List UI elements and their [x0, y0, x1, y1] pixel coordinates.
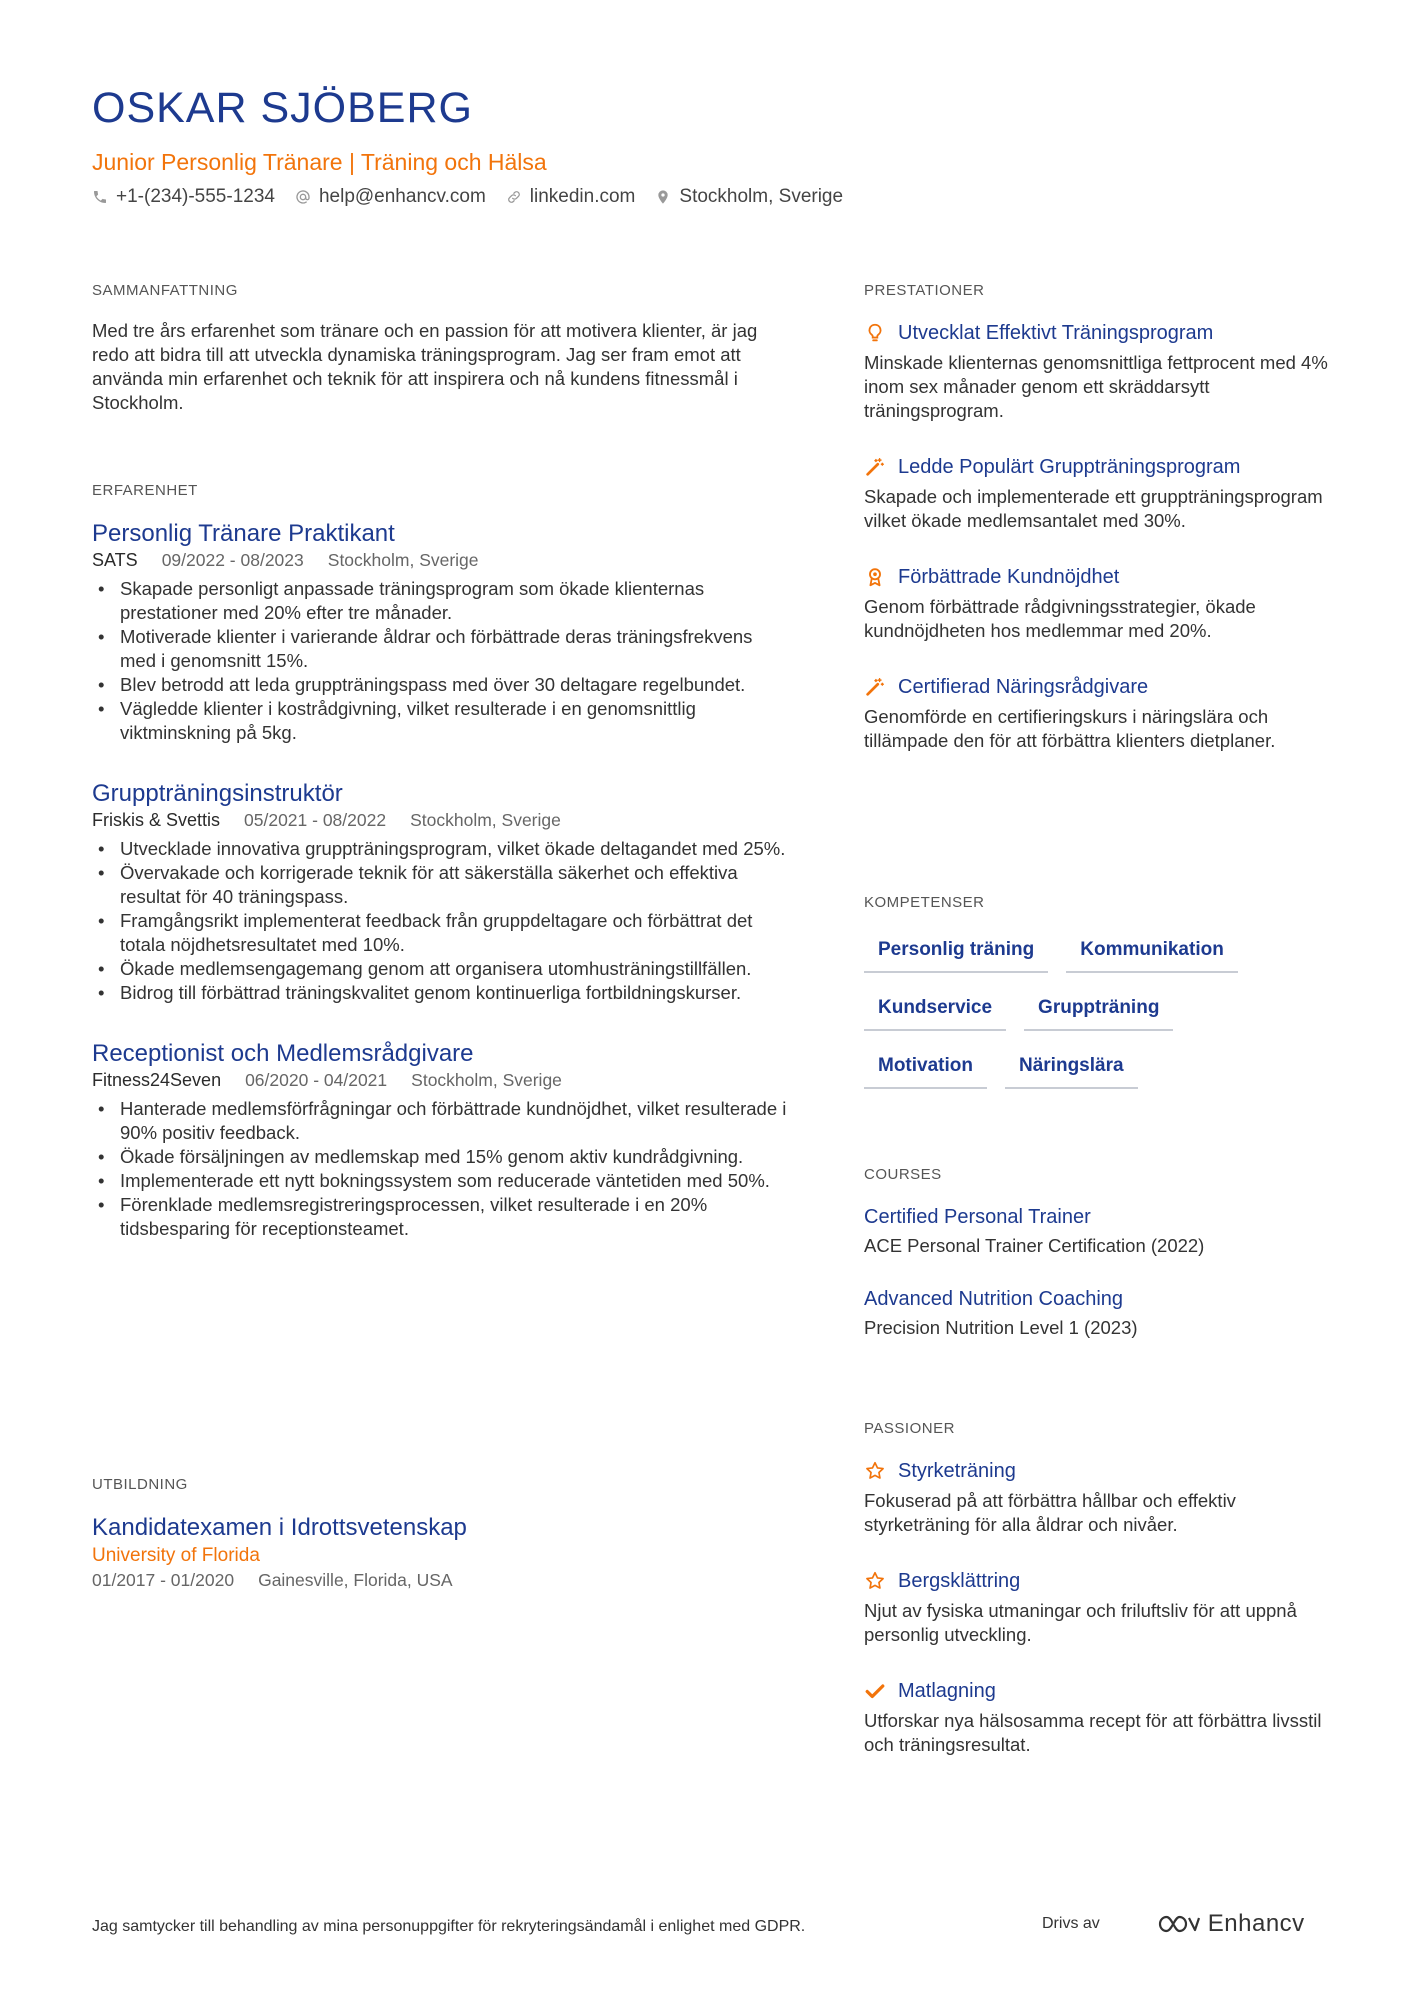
achievement-title: Ledde Populärt Gruppträningsprogram [898, 456, 1241, 478]
job-meta [92, 809, 792, 831]
achievement-item [864, 563, 1334, 643]
job-bullet: • Ökade medlemsengagemang genom att organisera utomhusträningstillfällen. [92, 957, 792, 981]
skill-tag: Näringslära [1005, 1047, 1138, 1089]
job-entry [92, 779, 792, 1005]
courses-section [864, 1166, 1334, 1341]
passions-heading: PASSIONER [864, 1420, 955, 1437]
job-entry [92, 1039, 792, 1241]
job-bullets [92, 1097, 792, 1241]
star-icon [864, 1460, 886, 1482]
lightbulb-icon [864, 322, 886, 344]
course-title: Advanced Nutrition Coaching [864, 1288, 1124, 1310]
job-location: Stockholm, Sverige [327, 550, 479, 570]
achievement-text: Skapade och implementerade ett gruppträningsprogram vilket ökade medlemsantalet med 30%. [864, 486, 1323, 531]
job-meta [92, 549, 792, 571]
achievements-heading: PRESTATIONER [864, 282, 985, 299]
award-icon [864, 566, 886, 588]
job-bullet: • Blev betrodd att leda gruppträningspass med över 30 deltagare regelbundet. [92, 673, 792, 697]
contact-email[interactable] [295, 186, 486, 208]
skill-tag: Kommunikation [1066, 931, 1238, 973]
passion-item [864, 1567, 1334, 1647]
skills-section [864, 894, 1334, 1089]
left-column [92, 282, 792, 1590]
passion-item [864, 1677, 1334, 1757]
job-date: 05/2021 - 08/2022 [244, 810, 387, 830]
summary-heading: SAMMANFATTNING [92, 282, 238, 299]
skill-tag: Motivation [864, 1047, 987, 1089]
gdpr-consent: Jag samtycker till behandling av mina personuppgifter för rekryteringsändamål i enlighet med GDPR. [92, 1918, 806, 1935]
skill-tag: Kundservice [864, 989, 1006, 1031]
job-date: 06/2020 - 04/2021 [245, 1070, 388, 1090]
passion-title: Bergsklättring [898, 1570, 1021, 1592]
education-school: University of Florida [92, 1545, 260, 1566]
job-bullet: • Förenklade medlemsregistreringsprocessen, vilket resulterade i en 20% tidsbesparing för receptionsteamet. [92, 1193, 792, 1241]
education-section [92, 1476, 792, 1591]
job-company: SATS [92, 550, 138, 570]
achievement-item [864, 453, 1334, 533]
job-title: Receptionist och Medlemsrådgivare [92, 1040, 474, 1067]
at-icon [295, 189, 311, 205]
footer-brand [1042, 1910, 1305, 1938]
job-bullet: • Utvecklade innovativa gruppträningsprogram, vilket ökade deltagandet med 25%. [92, 837, 792, 861]
job-title: Personlig Tränare Praktikant [92, 520, 395, 547]
passion-title: Matlagning [898, 1680, 996, 1702]
location-text: Stockholm, Sverige [679, 186, 844, 207]
experience-section [92, 482, 792, 1241]
magic-wand-icon [864, 456, 886, 478]
job-bullet: • Hanterade medlemsförfrågningar och förbättrade kundnöjdhet, vilket resulterade i 90% positiv feedback. [92, 1097, 792, 1145]
achievement-title: Förbättrade Kundnöjdhet [898, 566, 1120, 588]
course-item [864, 1285, 1334, 1341]
candidate-title: Junior Personlig Tränare | Träning och Hälsa [92, 149, 547, 175]
education-date: 01/2017 - 01/2020 [92, 1570, 235, 1590]
passion-item [864, 1457, 1334, 1537]
enhancv-logo[interactable] [1156, 1910, 1305, 1938]
passions-section [864, 1420, 1334, 1757]
summary-text: Med tre års erfarenhet som tränare och en passion för att motivera klienter, är jag redo att bidra till att utveckla dynamiska träningsprogram. Jag ser fram emot att använda min erfarenhet och teknik för att inspirera och nå kundens fitnessmål i Stockholm. [92, 320, 758, 413]
achievement-item [864, 673, 1334, 753]
course-item [864, 1203, 1334, 1259]
summary-section [92, 282, 792, 415]
job-entry [92, 519, 792, 745]
job-bullet: • Ökade försäljningen av medlemskap med 15% genom aktiv kundrådgivning. [92, 1145, 792, 1169]
achievement-text: Minskade klienternas genomsnittliga fettprocent med 4% inom sex månader genom ett skräddarsytt träningsprogram. [864, 352, 1328, 421]
job-bullet: • Motiverade klienter i varierande åldrar och förbättrade deras träningsfrekvens med i genomsnitt 15%. [92, 625, 792, 673]
job-bullet: • Vägledde klienter i kostrådgivning, vilket resulterade i en genomsnittlig viktminskning på 5kg. [92, 697, 792, 745]
passion-title: Styrketräning [898, 1460, 1016, 1482]
magic-wand-icon [864, 676, 886, 698]
passion-text: Fokuserad på att förbättra hållbar och effektiv styrketräning för alla åldrar och nivåer. [864, 1490, 1236, 1535]
experience-heading: ERFARENHET [92, 482, 198, 499]
star-icon [864, 1570, 886, 1592]
achievement-item [864, 319, 1334, 423]
job-bullet: • Framgångsrikt implementerat feedback från gruppdeltagare och förbättrat det totala nöjdhetsresultatet med 10%. [92, 909, 792, 957]
job-title: Gruppträningsinstruktör [92, 780, 343, 807]
contact-bar [92, 186, 843, 208]
education-meta [92, 1569, 792, 1591]
course-title: Certified Personal Trainer [864, 1206, 1091, 1228]
job-location: Stockholm, Sverige [410, 810, 561, 830]
job-company: Friskis & Svettis [92, 810, 221, 830]
job-bullet: • Implementerade ett nytt bokningssystem som reducerade väntetiden med 50%. [92, 1169, 792, 1193]
brand-name: Enhancv [1207, 1910, 1305, 1937]
education-heading: UTBILDNING [92, 1476, 188, 1493]
link-icon [506, 189, 522, 205]
phone-text: +1-(234)-555-1234 [116, 186, 275, 207]
location-pin-icon [655, 189, 671, 205]
contact-location [655, 186, 843, 208]
job-bullet: • Skapade personligt anpassade träningsprogram som ökade klienternas prestationer med 20% efter tre månader. [92, 577, 792, 625]
skills-heading: KOMPETENSER [864, 894, 985, 911]
job-date: 09/2022 - 08/2023 [161, 550, 304, 570]
achievement-text: Genom förbättrade rådgivningsstrategier, ökade kundnöjdheten hos medlemmar med 20%. [864, 596, 1256, 641]
courses-heading: COURSES [864, 1166, 942, 1183]
course-provider: ACE Personal Trainer Certification (2022) [864, 1235, 1205, 1256]
achievement-title: Certifierad Näringsrådgivare [898, 676, 1149, 698]
candidate-name: OSKAR SJÖBERG [92, 84, 473, 132]
contact-linkedin[interactable] [506, 186, 636, 208]
job-bullet: • Bidrog till förbättrad träningskvalitet genom kontinuerliga fortbildningskurser. [92, 981, 792, 1005]
passion-text: Njut av fysiska utmaningar och friluftsliv för att uppnå personlig utveckling. [864, 1600, 1297, 1645]
achievement-text: Genomförde en certifieringskurs i näringslära och tillämpade den för att förbättra klienters dietplaner. [864, 706, 1276, 751]
course-provider: Precision Nutrition Level 1 (2023) [864, 1317, 1138, 1338]
job-bullet: • Övervakade och korrigerade teknik för att säkerställa säkerhet och effektiva resultat för 40 träningspass. [92, 861, 792, 909]
job-company: Fitness24Seven [92, 1070, 222, 1090]
job-meta [92, 1069, 792, 1091]
education-degree: Kandidatexamen i Idrottsvetenskap [92, 1514, 467, 1541]
skills-list [864, 931, 1304, 1089]
linkedin-text: linkedin.com [529, 186, 636, 207]
enhancv-logo-icon [1156, 1912, 1200, 1936]
skill-tag: Gruppträning [1024, 989, 1173, 1031]
skill-tag: Personlig träning [864, 931, 1048, 973]
right-column [864, 282, 1334, 1755]
email-text: help@enhancv.com [318, 186, 486, 207]
job-bullets [92, 577, 792, 745]
powered-by-label: Drivs av [1042, 1915, 1100, 1932]
job-location: Stockholm, Sverige [411, 1070, 562, 1090]
achievement-title: Utvecklat Effektivt Träningsprogram [898, 322, 1214, 344]
achievements-section [864, 282, 1334, 753]
checkmark-icon [864, 1680, 886, 1702]
passion-text: Utforskar nya hälsosamma recept för att förbättra livsstil och träningsresultat. [864, 1710, 1322, 1755]
contact-phone[interactable] [92, 186, 275, 208]
education-location: Gainesville, Florida, USA [258, 1570, 453, 1590]
job-bullets [92, 837, 792, 1005]
phone-icon [92, 189, 108, 205]
